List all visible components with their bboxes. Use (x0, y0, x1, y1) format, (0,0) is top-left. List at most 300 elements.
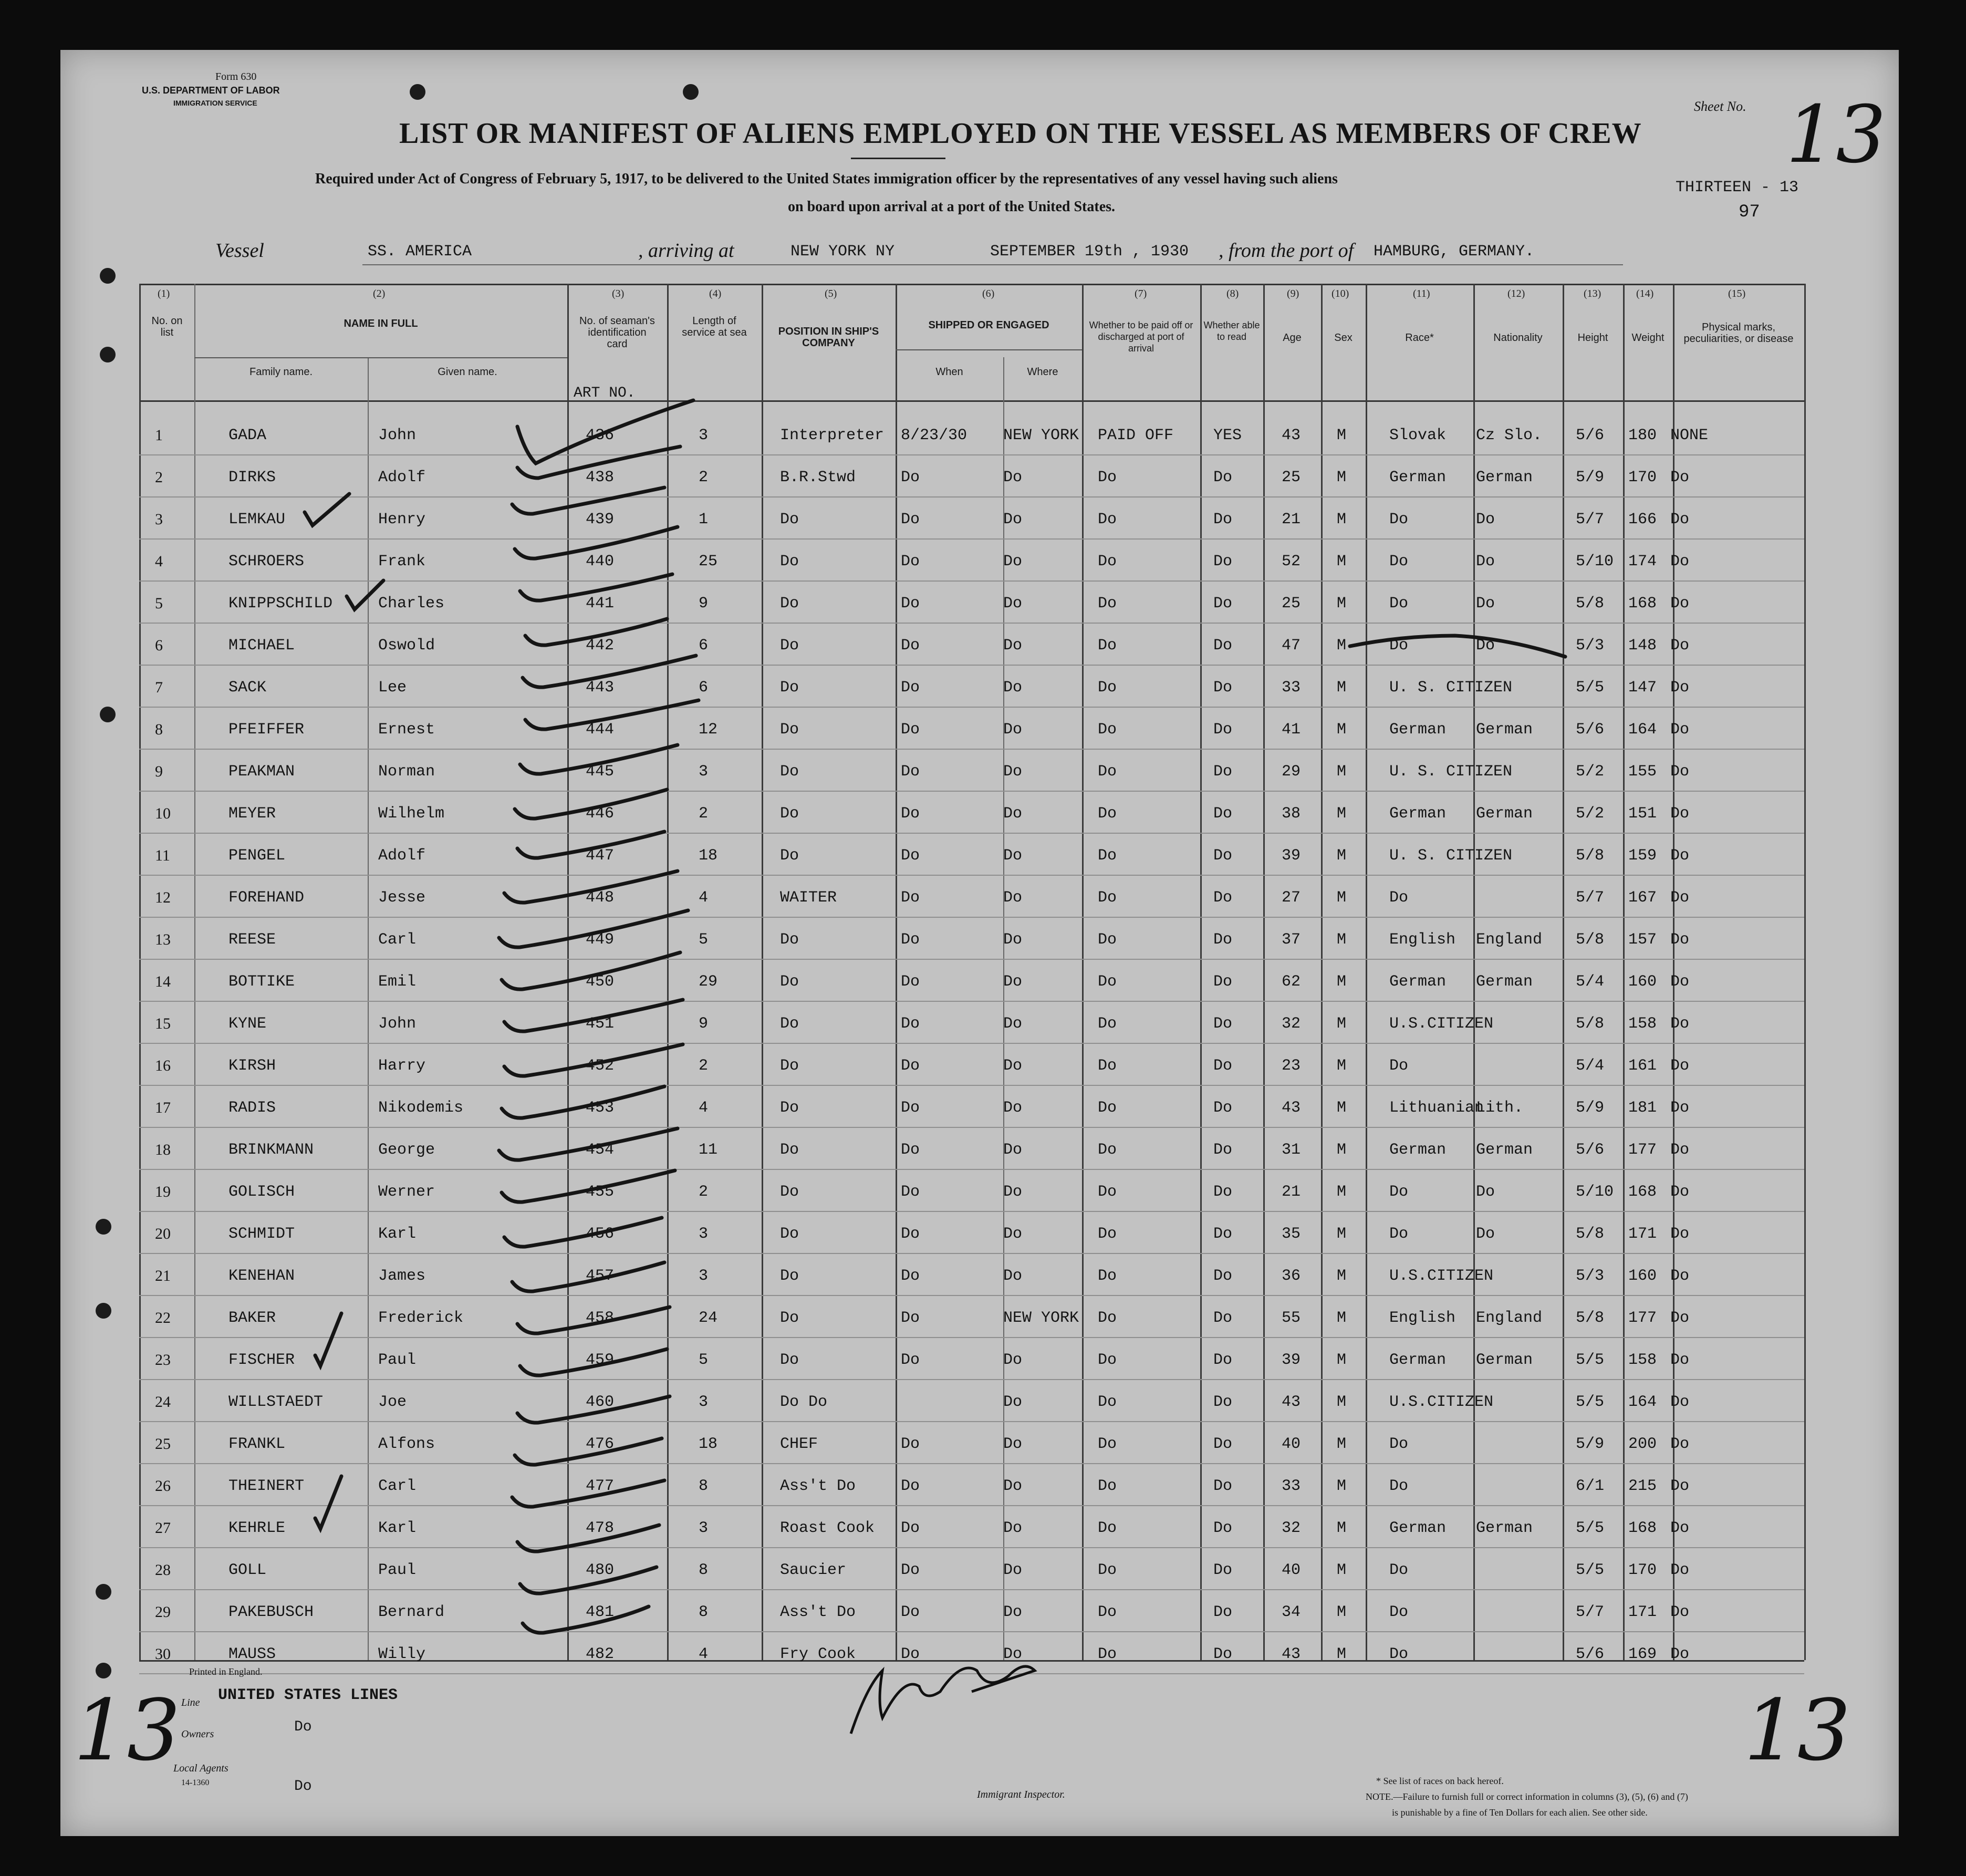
cell-height: 5/5 (1576, 1519, 1605, 1537)
col-3-header: No. of seaman's identification card (579, 315, 655, 350)
cell-race: Do (1389, 1477, 1409, 1495)
cell-age: 39 (1282, 1351, 1301, 1369)
col-13-number: (13) (1584, 288, 1601, 299)
cell-shipped-where: Do (1003, 763, 1023, 781)
cell-position: Do (780, 805, 799, 823)
cell-family-name: SCHMIDT (228, 1225, 295, 1243)
row-rule (139, 1295, 1804, 1296)
cell-shipped-when: Do (901, 595, 920, 613)
cell-paid-off: PAID OFF (1098, 427, 1174, 444)
cell-age: 38 (1282, 805, 1301, 823)
cell-sex: M (1337, 1183, 1347, 1201)
steamship-line: UNITED STATES LINES (218, 1686, 398, 1704)
cell-position: Do (780, 595, 799, 613)
cell-weight: 160 (1628, 973, 1657, 991)
cell-given-name: John (378, 427, 417, 444)
cell-paid-off: Do (1098, 1015, 1117, 1033)
cell-paid-off: Do (1098, 553, 1117, 571)
cell-height: 5/6 (1576, 1645, 1605, 1663)
cell-service-length: 8 (699, 1603, 709, 1621)
cell-age: 35 (1282, 1225, 1301, 1243)
col-4-header: Length of service at sea (682, 315, 747, 338)
cell-shipped-where: Do (1003, 511, 1023, 528)
cell-service-length: 3 (699, 427, 709, 444)
cell-paid-off: Do (1098, 637, 1117, 655)
departure-port: HAMBURG, GERMANY. (1374, 243, 1535, 261)
cell-shipped-where: NEW YORK (1003, 427, 1079, 444)
cell-id-card-number: 460 (586, 1393, 615, 1411)
cell-physical-marks: Do (1670, 1435, 1690, 1453)
cell-position: Interpreter (780, 427, 885, 444)
cell-age: 55 (1282, 1309, 1301, 1327)
cell-position: Do (780, 847, 799, 865)
col-8-header: Whether able to read (1203, 320, 1260, 342)
cell-physical-marks: Do (1670, 1057, 1690, 1075)
cell-physical-marks: Do (1670, 637, 1690, 655)
col-6-header: SHIPPED OR ENGAGED (928, 319, 1049, 331)
penalty-note-2: is punishable by a fine of Ten Dollars for each alien. See other side. (1392, 1807, 1648, 1818)
cell-id-card-number: 445 (586, 763, 615, 781)
cell-age: 43 (1282, 1393, 1301, 1411)
table-row (0, 877, 1966, 919)
cell-sex: M (1337, 1603, 1347, 1621)
table-row (0, 961, 1966, 1003)
cell-list-number: 5 (155, 595, 163, 612)
cell-height: 5/8 (1576, 1225, 1605, 1243)
cell-position: Do (780, 1351, 799, 1369)
cell-paid-off: Do (1098, 1645, 1117, 1663)
col-13-header: Height (1577, 332, 1608, 344)
cell-list-number: 20 (155, 1225, 171, 1242)
cell-nationality: German (1476, 469, 1533, 486)
cell-physical-marks: Do (1670, 763, 1690, 781)
cell-given-name: Ernest (378, 721, 435, 739)
cell-height: 5/8 (1576, 1015, 1605, 1033)
cell-position: Do (780, 679, 799, 697)
cell-sex: M (1337, 1435, 1347, 1453)
cell-age: 36 (1282, 1267, 1301, 1285)
cell-shipped-when: Do (901, 847, 920, 865)
cell-shipped-when: Do (901, 1603, 920, 1621)
table-header-rule (139, 400, 1804, 402)
row-rule (139, 875, 1804, 876)
col-6-number: (6) (982, 288, 995, 299)
col-10-number: (10) (1332, 288, 1349, 299)
shipped-subhead-rule (896, 349, 1082, 350)
row-rule (139, 1463, 1804, 1464)
cell-able-to-read: Do (1213, 1057, 1233, 1075)
cell-list-number: 19 (155, 1183, 171, 1200)
cell-shipped-where: Do (1003, 889, 1023, 907)
cell-race: German (1389, 973, 1447, 991)
row-rule (139, 791, 1804, 792)
cell-position: Fry Cook (780, 1645, 856, 1663)
col-12-header: Nationality (1493, 332, 1543, 344)
cell-height: 5/7 (1576, 889, 1605, 907)
cell-shipped-when: Do (901, 1099, 920, 1117)
cell-given-name: Harry (378, 1057, 426, 1075)
cell-physical-marks: Do (1670, 1561, 1690, 1579)
subtitle-line-1: Required under Act of Congress of February 5, 1917, to be delivered to the United States immigration officer by the representatives of any vessel having such aliens (315, 171, 1338, 187)
cell-able-to-read: Do (1213, 595, 1233, 613)
table-row (0, 1382, 1966, 1424)
cell-position: Do (780, 931, 799, 949)
table-row (0, 1256, 1966, 1298)
cell-physical-marks: Do (1670, 1477, 1690, 1495)
cell-paid-off: Do (1098, 889, 1117, 907)
cell-race: U.S.CITIZEN (1389, 1393, 1494, 1411)
row-rule (139, 1085, 1804, 1086)
cell-family-name: GOLISCH (228, 1183, 295, 1201)
cell-position: Do (780, 1309, 799, 1327)
cell-height: 5/2 (1576, 805, 1605, 823)
cell-height: 5/5 (1576, 1393, 1605, 1411)
cell-family-name: PEAKMAN (228, 763, 295, 781)
cell-weight: 180 (1628, 427, 1657, 444)
cell-physical-marks: Do (1670, 1351, 1690, 1369)
cell-service-length: 11 (699, 1141, 718, 1159)
cell-race: English (1389, 1309, 1456, 1327)
table-row (0, 1172, 1966, 1214)
cell-shipped-where: Do (1003, 553, 1023, 571)
cell-paid-off: Do (1098, 679, 1117, 697)
cell-age: 43 (1282, 1645, 1301, 1663)
cell-position: Do (780, 511, 799, 528)
col-7-number: (7) (1135, 288, 1147, 299)
cell-paid-off: Do (1098, 1057, 1117, 1075)
row-rule (139, 1589, 1804, 1590)
cell-given-name: Paul (378, 1561, 417, 1579)
cell-able-to-read: Do (1213, 1015, 1233, 1033)
cell-list-number: 22 (155, 1309, 171, 1326)
cell-height: 5/5 (1576, 1351, 1605, 1369)
punch-hole (410, 84, 425, 100)
row-rule (139, 1631, 1804, 1632)
cell-paid-off: Do (1098, 847, 1117, 865)
cell-family-name: PAKEBUSCH (228, 1603, 314, 1621)
cell-able-to-read: Do (1213, 1561, 1233, 1579)
cell-nationality: German (1476, 1519, 1533, 1537)
table-row (0, 793, 1966, 835)
form-number: Form 630 (215, 71, 257, 82)
cell-id-card-number: 449 (586, 931, 615, 949)
col-9-number: (9) (1287, 288, 1299, 299)
cell-position: B.R.Stwd (780, 469, 856, 486)
cell-position: Do (780, 763, 799, 781)
cell-given-name: Carl (378, 1477, 417, 1495)
cell-service-length: 4 (699, 889, 709, 907)
cell-weight: 167 (1628, 889, 1657, 907)
cell-position: Do (780, 1057, 799, 1075)
cell-paid-off: Do (1098, 1183, 1117, 1201)
cell-shipped-where: Do (1003, 1057, 1023, 1075)
table-row (0, 1298, 1966, 1340)
col-1-header: No. on list (151, 315, 183, 338)
cell-physical-marks: Do (1670, 1099, 1690, 1117)
cell-service-length: 2 (699, 1057, 709, 1075)
cell-sex: M (1337, 1351, 1347, 1369)
col-6b-header: Where (1027, 366, 1058, 378)
cell-id-card-number: 453 (586, 1099, 615, 1117)
cell-height: 5/10 (1576, 1183, 1614, 1201)
cell-position: Do (780, 1183, 799, 1201)
arrival-port: NEW YORK NY (790, 243, 895, 261)
cell-given-name: Adolf (378, 469, 426, 486)
cell-family-name: BRINKMANN (228, 1141, 314, 1159)
cell-service-length: 25 (699, 553, 718, 571)
table-row (0, 751, 1966, 793)
cell-able-to-read: Do (1213, 511, 1233, 528)
cell-nationality: German (1476, 805, 1533, 823)
cell-nationality: German (1476, 721, 1533, 739)
table-top-rule (139, 284, 1804, 285)
row-rule (139, 707, 1804, 708)
cell-weight: 177 (1628, 1309, 1657, 1327)
vessel-label: Vessel (215, 240, 264, 262)
page-title: LIST OR MANIFEST OF ALIENS EMPLOYED ON THE VESSEL AS MEMBERS OF CREW (399, 117, 1642, 150)
cell-given-name: Lee (378, 679, 407, 697)
cell-given-name: Willy (378, 1645, 426, 1663)
cell-physical-marks: Do (1670, 1015, 1690, 1033)
cell-sex: M (1337, 511, 1347, 528)
cell-service-length: 6 (699, 679, 709, 697)
cell-given-name: Paul (378, 1351, 417, 1369)
cell-family-name: RADIS (228, 1099, 276, 1117)
row-rule (139, 1043, 1804, 1044)
cell-weight: 168 (1628, 595, 1657, 613)
cell-service-length: 29 (699, 973, 718, 991)
cell-race: Do (1389, 553, 1409, 571)
table-row (0, 1550, 1966, 1592)
cell-list-number: 26 (155, 1477, 171, 1495)
cell-paid-off: Do (1098, 1435, 1117, 1453)
cell-weight: 170 (1628, 469, 1657, 486)
table-row (0, 919, 1966, 961)
col-15-number: (15) (1728, 288, 1746, 299)
cell-service-length: 5 (699, 931, 709, 949)
cell-nationality: German (1476, 1141, 1533, 1159)
table-row (0, 1003, 1966, 1045)
cell-position: Do (780, 1267, 799, 1285)
cell-paid-off: Do (1098, 595, 1117, 613)
row-rule (139, 538, 1804, 540)
punch-hole (100, 268, 116, 284)
cell-position: CHEF (780, 1435, 818, 1453)
cell-given-name: Henry (378, 511, 426, 528)
from-label: , from the port of (1219, 240, 1354, 262)
cell-family-name: FOREHAND (228, 889, 305, 907)
cell-given-name: Joe (378, 1393, 407, 1411)
cell-nationality: England (1476, 1309, 1543, 1327)
cell-nationality: Do (1476, 595, 1495, 613)
vessel-name: SS. AMERICA (368, 243, 472, 261)
cell-height: 5/10 (1576, 553, 1614, 571)
cell-shipped-when: Do (901, 511, 920, 528)
cell-family-name: WILLSTAEDT (228, 1393, 324, 1411)
cell-paid-off: Do (1098, 1351, 1117, 1369)
cell-list-number: 15 (155, 1015, 171, 1032)
cell-able-to-read: Do (1213, 1519, 1233, 1537)
cell-paid-off: Do (1098, 1267, 1117, 1285)
cell-list-number: 10 (155, 805, 171, 822)
cell-shipped-where: Do (1003, 1351, 1023, 1369)
cell-given-name: Frank (378, 553, 426, 571)
cell-shipped-when: Do (901, 721, 920, 739)
cell-shipped-when: Do (901, 1267, 920, 1285)
cell-age: 27 (1282, 889, 1301, 907)
cell-paid-off: Do (1098, 805, 1117, 823)
row-rule (139, 496, 1804, 497)
sheet-code: 97 (1739, 202, 1760, 222)
cell-family-name: KENEHAN (228, 1267, 295, 1285)
cell-shipped-where: Do (1003, 1645, 1023, 1663)
cell-sex: M (1337, 1057, 1347, 1075)
col-4-number: (4) (709, 288, 722, 299)
cell-service-length: 2 (699, 805, 709, 823)
cell-shipped-when: Do (901, 1519, 920, 1537)
cell-height: 5/8 (1576, 847, 1605, 865)
cell-height: 5/8 (1576, 595, 1605, 613)
cell-weight: 158 (1628, 1351, 1657, 1369)
cell-physical-marks: Do (1670, 805, 1690, 823)
cell-able-to-read: Do (1213, 1477, 1233, 1495)
arriving-label: , arriving at (638, 240, 734, 262)
table-row (0, 1340, 1966, 1382)
cell-shipped-when: Do (901, 1057, 920, 1075)
cell-id-card-number: 451 (586, 1015, 615, 1033)
cell-service-length: 1 (699, 511, 709, 528)
cell-nationality: Do (1476, 511, 1495, 528)
table-row (0, 499, 1966, 541)
cell-sex: M (1337, 1015, 1347, 1033)
cell-sex: M (1337, 931, 1347, 949)
cell-paid-off: Do (1098, 1099, 1117, 1117)
cell-age: 34 (1282, 1603, 1301, 1621)
cell-race: U. S. CITIZEN (1389, 763, 1513, 781)
row-rule (139, 749, 1804, 750)
handwritten-sheet-left: 13 (74, 1681, 181, 1779)
cell-weight: 174 (1628, 553, 1657, 571)
cell-given-name: James (378, 1267, 426, 1285)
cell-height: 5/4 (1576, 1057, 1605, 1075)
cell-weight: 164 (1628, 721, 1657, 739)
cell-age: 25 (1282, 595, 1301, 613)
cell-race: Do (1389, 1183, 1409, 1201)
cell-service-length: 2 (699, 469, 709, 486)
cell-able-to-read: Do (1213, 1435, 1233, 1453)
cell-position: Do (780, 1099, 799, 1117)
cell-family-name: GADA (228, 427, 267, 444)
cell-given-name: Bernard (378, 1603, 445, 1621)
col-14-header: Weight (1631, 332, 1665, 344)
cell-nationality: German (1476, 1351, 1533, 1369)
subtitle-line-2: on board upon arrival at a port of the United States. (788, 199, 1116, 215)
cell-sex: M (1337, 847, 1347, 865)
cell-list-number: 18 (155, 1141, 171, 1158)
cell-race: German (1389, 805, 1447, 823)
cell-shipped-when: Do (901, 1015, 920, 1033)
cell-service-length: 12 (699, 721, 718, 739)
cell-nationality: Do (1476, 1225, 1495, 1243)
table-row (0, 1129, 1966, 1172)
cell-position: Do (780, 1225, 799, 1243)
name-subhead-rule (194, 357, 567, 358)
table-row (0, 415, 1966, 457)
cell-sex: M (1337, 1393, 1347, 1411)
cell-family-name: KEHRLE (228, 1519, 286, 1537)
row-rule (139, 833, 1804, 834)
table-row (0, 1466, 1966, 1508)
cell-age: 21 (1282, 1183, 1301, 1201)
cell-paid-off: Do (1098, 1519, 1117, 1537)
cell-shipped-where: Do (1003, 1435, 1023, 1453)
cell-weight: 151 (1628, 805, 1657, 823)
cell-given-name: Emil (378, 973, 417, 991)
cell-list-number: 6 (155, 637, 163, 654)
row-rule (139, 959, 1804, 960)
cell-physical-marks: Do (1670, 1267, 1690, 1285)
col-7-header: Whether to be paid off or discharged at port of arrival (1089, 320, 1193, 354)
cell-shipped-when: Do (901, 763, 920, 781)
cell-shipped-where: Do (1003, 1225, 1023, 1243)
cell-family-name: PENGEL (228, 847, 286, 865)
cell-sex: M (1337, 763, 1347, 781)
cell-family-name: BOTTIKE (228, 973, 295, 991)
cell-given-name: George (378, 1141, 435, 1159)
cell-age: 52 (1282, 553, 1301, 571)
cell-age: 43 (1282, 427, 1301, 444)
cell-list-number: 17 (155, 1099, 171, 1116)
cell-shipped-where: Do (1003, 1183, 1023, 1201)
cell-paid-off: Do (1098, 763, 1117, 781)
cell-family-name: THEINERT (228, 1477, 305, 1495)
cell-sex: M (1337, 973, 1347, 991)
cell-weight: 160 (1628, 1267, 1657, 1285)
col-5-number: (5) (825, 288, 837, 299)
cell-physical-marks: Do (1670, 1393, 1690, 1411)
cell-race: German (1389, 469, 1447, 486)
cell-shipped-when: Do (901, 1477, 920, 1495)
cell-shipped-where: Do (1003, 1561, 1023, 1579)
cell-able-to-read: Do (1213, 553, 1233, 571)
cell-physical-marks: Do (1670, 1141, 1690, 1159)
cell-race: Do (1389, 1645, 1409, 1663)
cell-paid-off: Do (1098, 1393, 1117, 1411)
table-row (0, 709, 1966, 751)
cell-sex: M (1337, 679, 1347, 697)
cell-sex: M (1337, 469, 1347, 486)
cell-sex: M (1337, 1267, 1347, 1285)
cell-paid-off: Do (1098, 1477, 1117, 1495)
cell-able-to-read: Do (1213, 1309, 1233, 1327)
cell-sex: M (1337, 1309, 1347, 1327)
cell-given-name: Wilhelm (378, 805, 445, 823)
col-2b-header: Given name. (438, 366, 497, 378)
cell-paid-off: Do (1098, 931, 1117, 949)
cell-shipped-when: Do (901, 1225, 920, 1243)
table-row (0, 835, 1966, 877)
cell-weight: 215 (1628, 1477, 1657, 1495)
cell-nationality: Cz Slo. (1476, 427, 1543, 444)
cell-given-name: Norman (378, 763, 435, 781)
cell-list-number: 8 (155, 721, 163, 738)
cell-shipped-when: Do (901, 889, 920, 907)
agents-label: Local Agents (173, 1763, 228, 1774)
cell-sex: M (1337, 1519, 1347, 1537)
cell-service-length: 4 (699, 1645, 709, 1663)
cell-list-number: 7 (155, 679, 163, 696)
cell-service-length: 3 (699, 1267, 709, 1285)
